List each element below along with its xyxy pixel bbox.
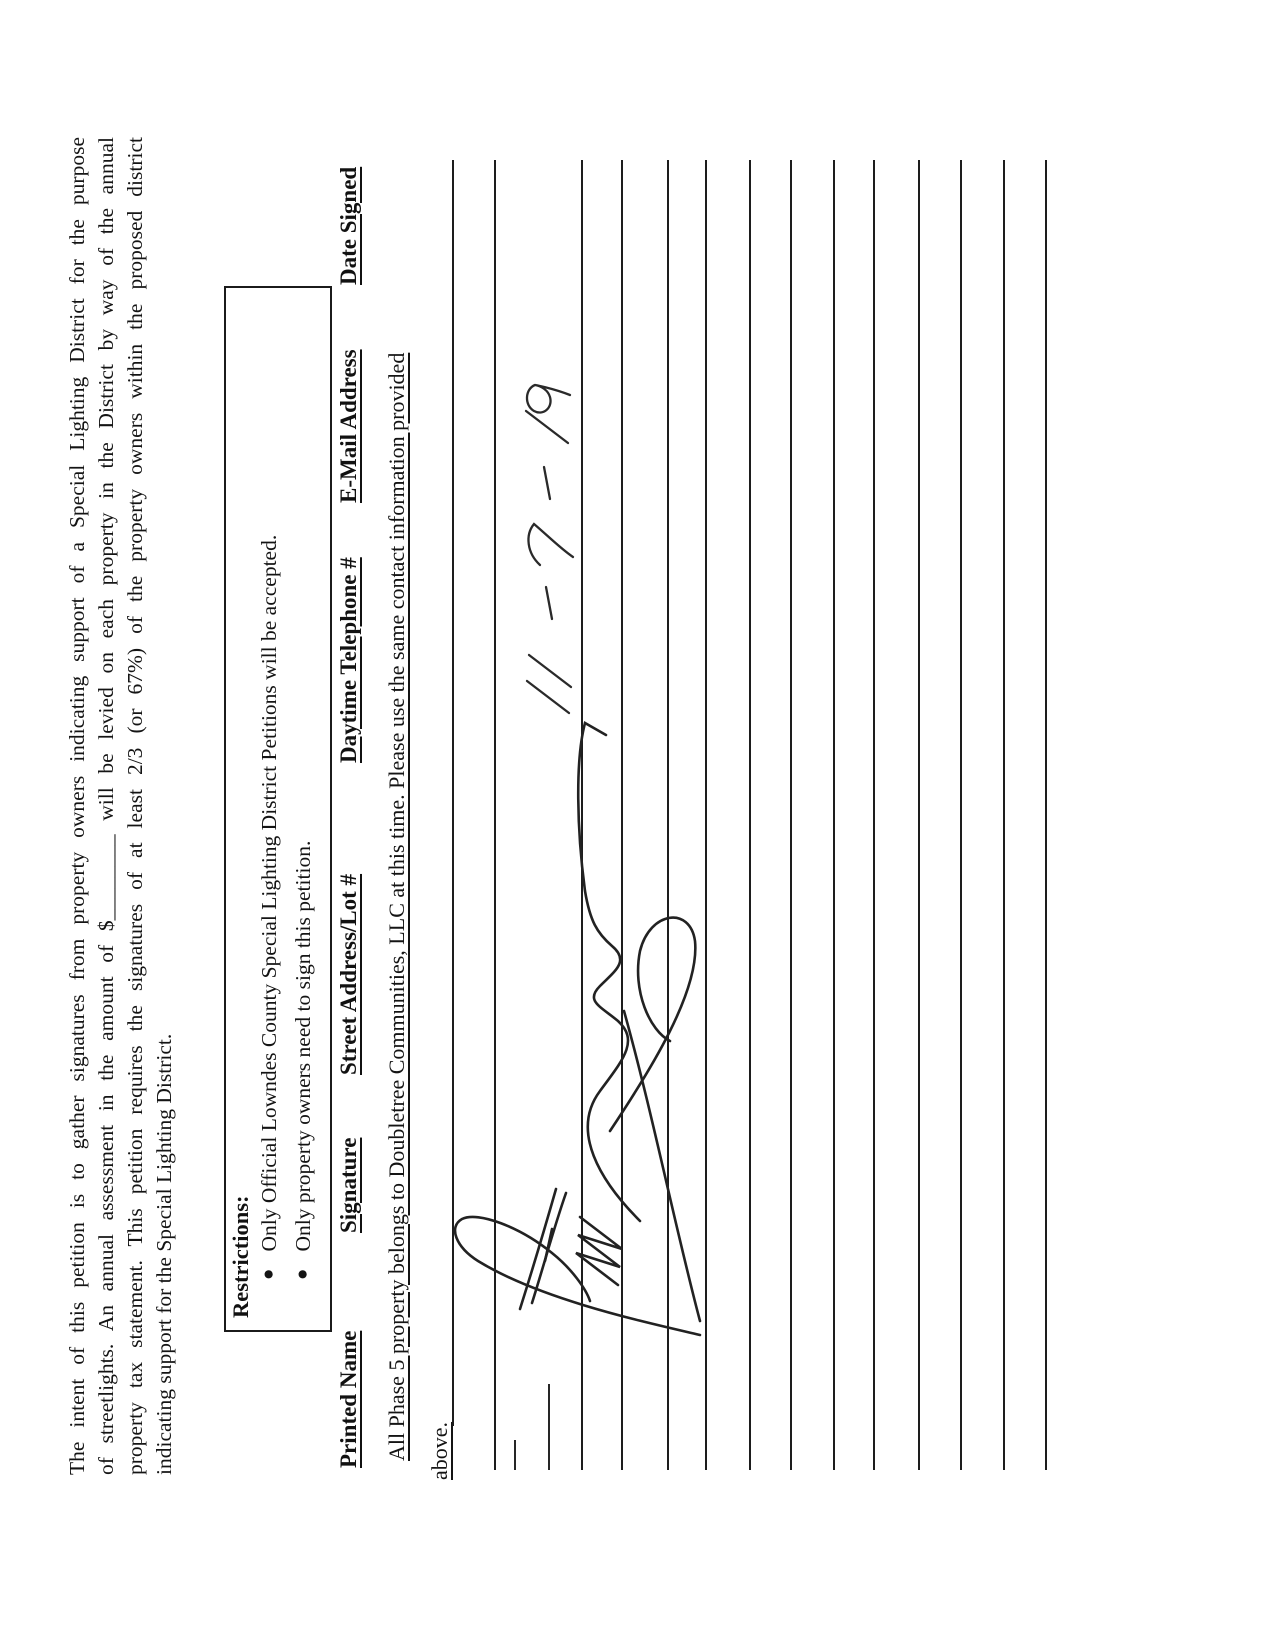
restriction-text: Only property owners need to sign this petition. [291,840,315,1252]
stray-ink-mark [514,1440,516,1470]
table-row-line [918,160,920,1470]
intro-line-3: property tax statement. This petition requires the signatures of at least 2/3 (or 67%) of the property owners within the proposed district [123,137,147,1475]
phase5-note-line-2: above. [427,1421,452,1480]
intro-line-4: indicating support for the Special Lighting District. [152,1033,176,1475]
table-row-line [667,160,669,1470]
column-header-printed-name: Printed Name [336,1330,361,1468]
bullet-icon: ● [292,1268,313,1280]
bullet-icon: ● [258,1268,279,1280]
restrictions-title: Restrictions: [228,1195,253,1318]
intro-line-1: The intent of this petition is to gather signatures from property owners indicating support of a Special Lighting District for the purpose [65,137,89,1475]
handwritten-date [526,385,573,713]
table-row-line [452,160,454,1426]
table-row-line [621,160,623,1470]
column-header-email-address: E-Mail Address [336,349,361,503]
signature-scrawl [455,723,700,1335]
table-row-line [494,160,496,1470]
table-row-line [833,160,835,1470]
table-row-line [873,160,875,1470]
column-header-signature: Signature [336,1137,361,1233]
restriction-text: Only Official Lowndes County Special Lighting District Petitions will be accepted. [257,534,281,1252]
column-header-street-address: Street Address/Lot # [336,873,361,1075]
column-header-daytime-telephone: Daytime Telephone # [336,557,361,763]
column-header-date-signed: Date Signed [336,166,361,285]
intro-line-2: of streetlights. An annual assessment in the amount of $________ will be levied on each property in the District by way of the annual [94,137,118,1475]
restriction-item [291,841,316,1280]
table-row-line [705,160,707,1470]
restriction-item [257,535,282,1280]
table-row-line [960,160,962,1470]
intro-paragraph [63,137,179,1475]
restrictions-box [224,286,332,1332]
stray-ink-mark [548,1384,550,1470]
phase5-note-line-1: All Phase 5 property belongs to Doubletree Communities, LLC at this time. Please use the same contact information provided [384,352,409,1461]
table-row-line [581,160,583,1470]
table-row-line [790,160,792,1470]
table-row-line [1003,160,1005,1470]
table-row-line [749,160,751,1470]
table-row-line [1045,160,1047,1470]
